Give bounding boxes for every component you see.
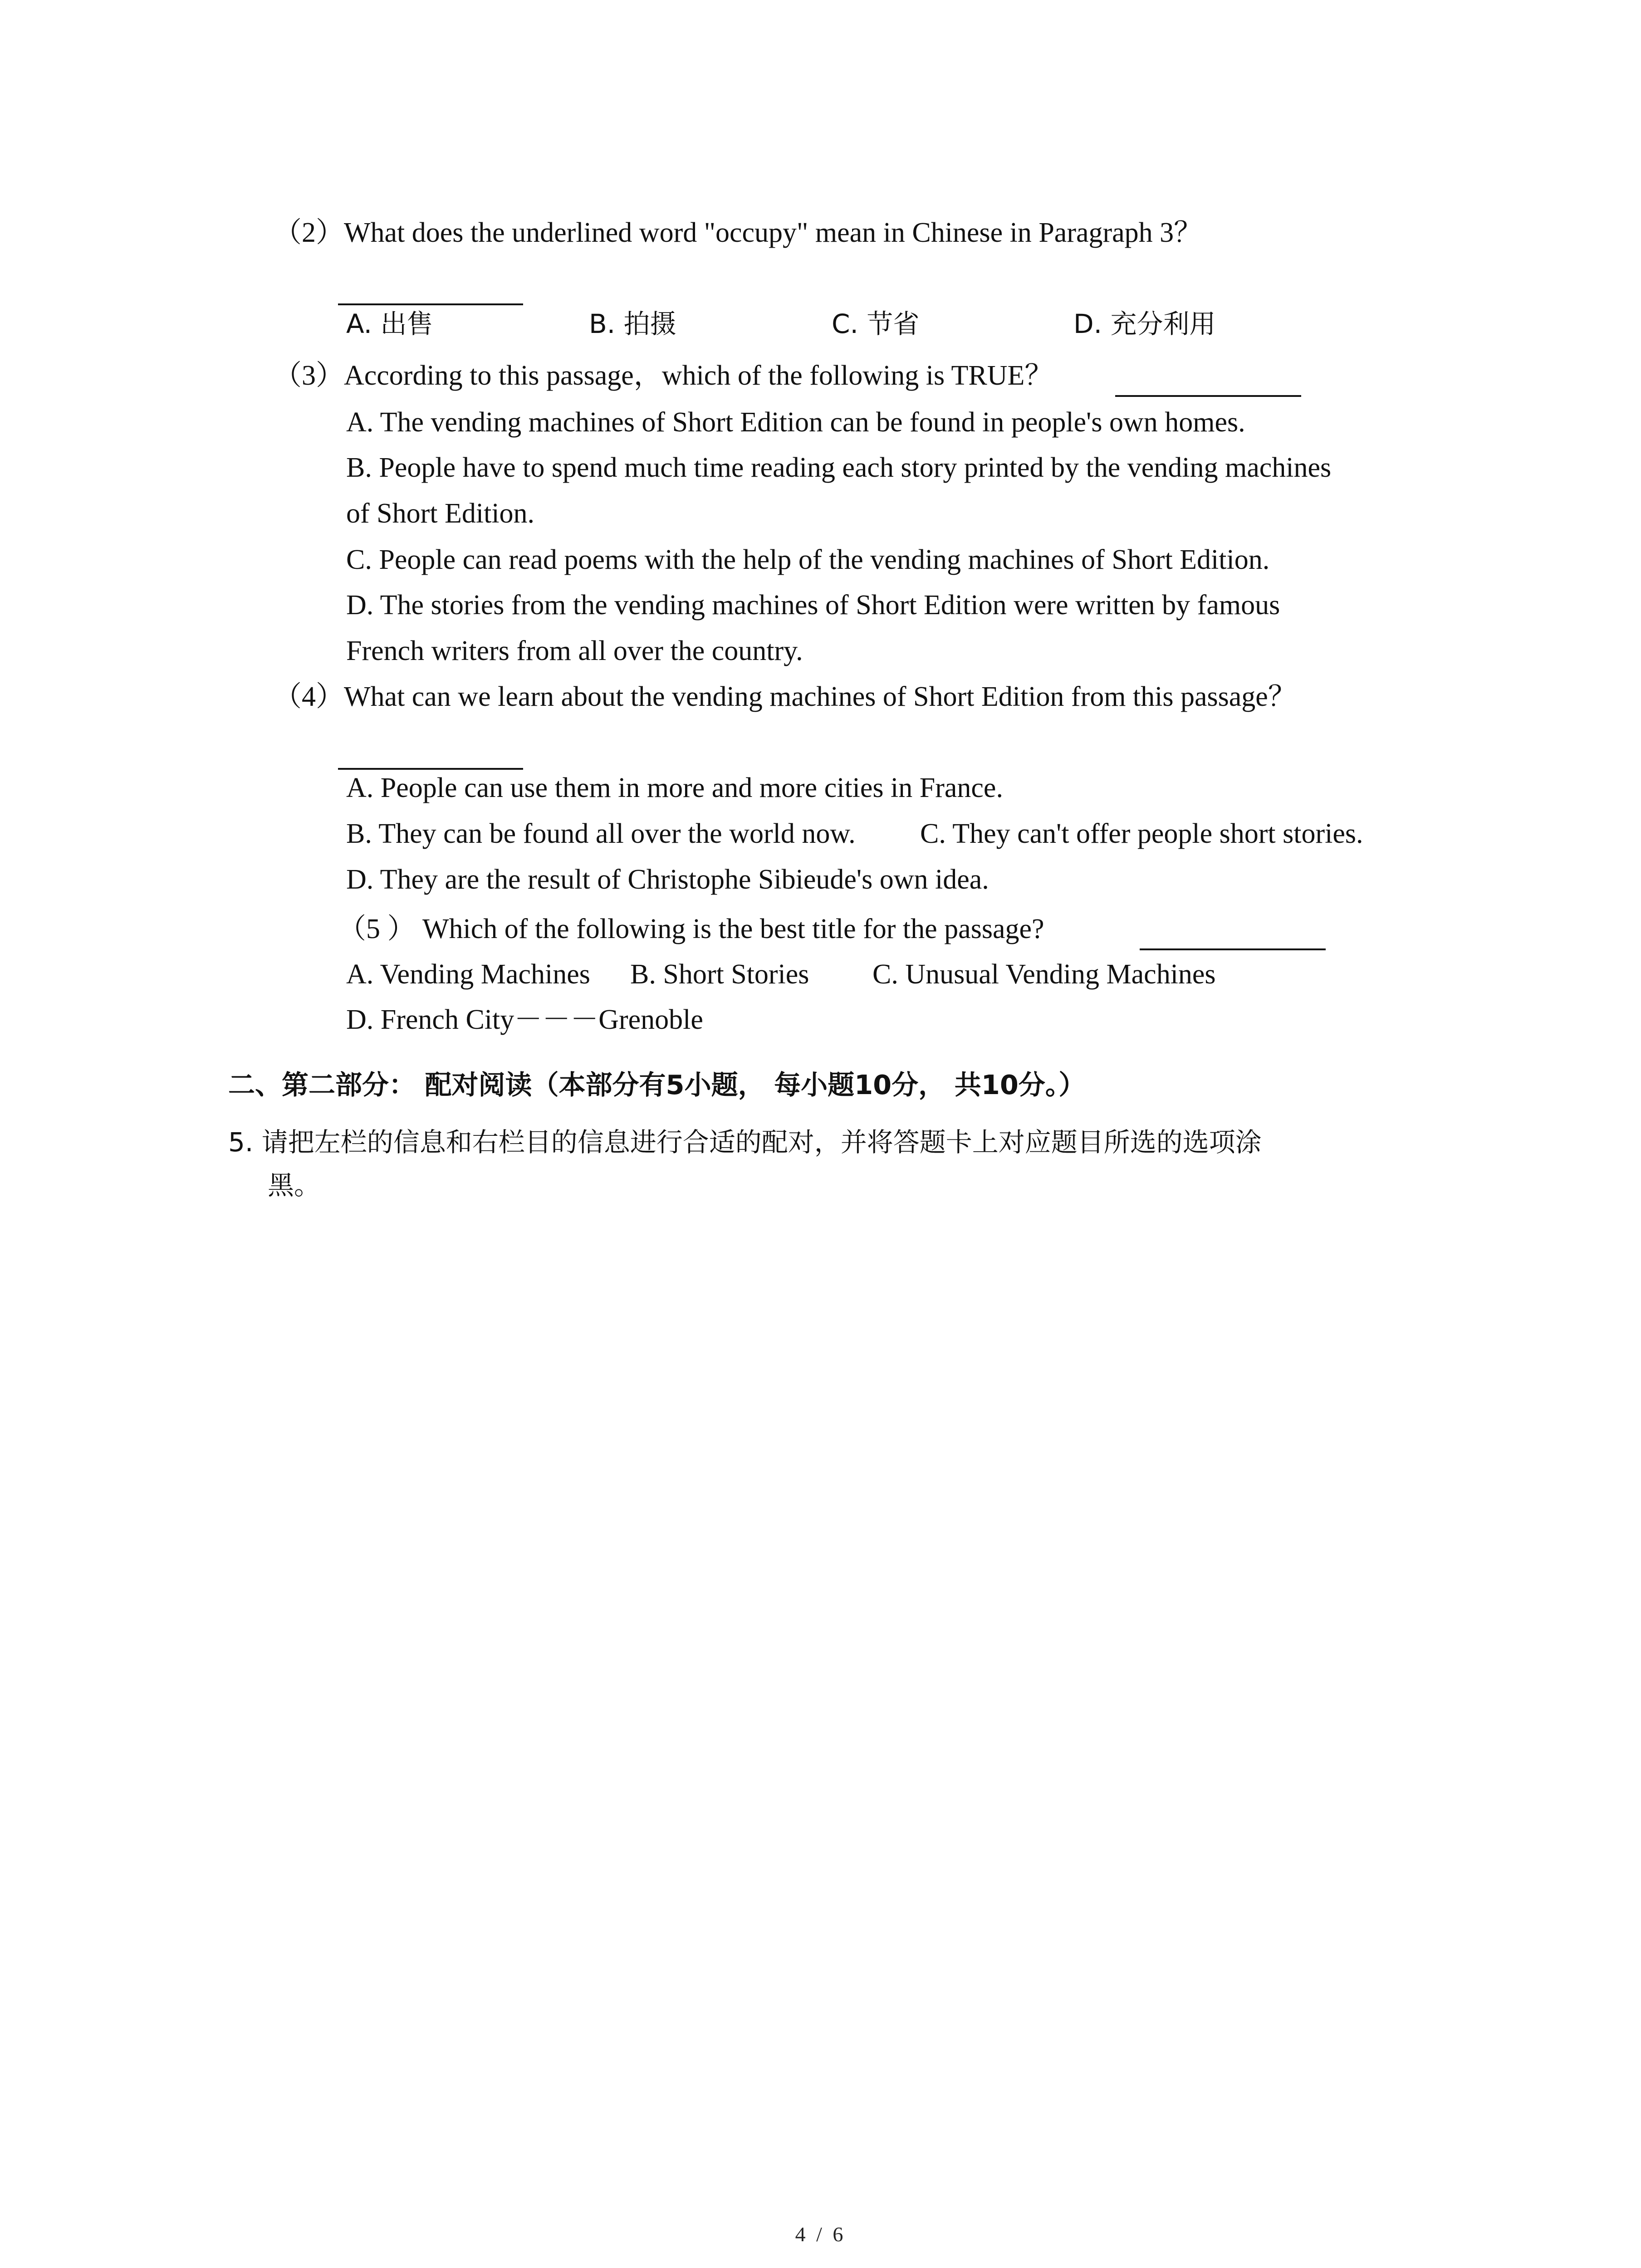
q4-answer-blank[interactable] (338, 768, 523, 770)
q2-option-c: C. 节省 (832, 308, 920, 339)
q3-answer-blank[interactable] (1115, 395, 1301, 397)
q5-option-a: A. Vending Machines (346, 959, 590, 990)
q5-answer-blank[interactable] (1140, 948, 1326, 950)
page-number: 4 / 6 (795, 2223, 846, 2246)
q2-option-a: A. 出售 (346, 308, 433, 339)
q3-stem: （3）According to this passage，which of the following is TRUE？ (274, 360, 1053, 391)
q4-option-d: D. They are the result of Christophe Sibieude's own idea. (346, 864, 989, 895)
q3-option-d-line1: D. The stories from the vending machines of Short Edition were written by famous (346, 590, 1280, 621)
section2-instruction-line2: 黑。 (268, 1170, 321, 1201)
q4-option-c: C. They can't offer people short stories. (920, 818, 1363, 849)
q5-option-c: C. Unusual Vending Machines (872, 959, 1216, 990)
q5-stem: （5 ） Which of the following is the best title for the passage? (338, 914, 1044, 944)
q5-option-b: B. Short Stories (630, 959, 809, 990)
q2-answer-blank[interactable] (338, 303, 523, 305)
q3-option-d-line2: French writers from all over the country. (346, 635, 803, 666)
q4-stem: （4）What can we learn about the vending machines of Short Edition from this passage？ (274, 681, 1296, 712)
q5-option-d: D. French City－－－Grenoble (346, 1004, 703, 1035)
q2-option-b: B. 拍摄 (589, 308, 676, 339)
section2-instruction-line1: 5. 请把左栏的信息和右栏目的信息进行合适的配对，并将答题卡上对应题目所选的选项涂 (228, 1127, 1262, 1158)
q4-option-a: A. People can use them in more and more cities in France. (346, 772, 1003, 803)
q3-option-a: A. The vending machines of Short Edition can be found in people's own homes. (346, 407, 1245, 438)
q2-stem: （2）What does the underlined word "occupy" mean in Chinese in Paragraph 3？ (274, 217, 1202, 248)
q3-option-b-line2: of Short Edition. (346, 498, 535, 529)
section2-heading: 二、第二部分： 配对阅读（本部分有5小题， 每小题10分， 共10分。） (228, 1069, 1086, 1100)
q4-option-b: B. They can be found all over the world now. (346, 818, 856, 849)
q3-option-b-line1: B. People have to spend much time reading each story printed by the vending machines (346, 452, 1332, 483)
q2-option-d: D. 充分利用 (1073, 308, 1216, 339)
q3-option-c: C. People can read poems with the help of the vending machines of Short Edition. (346, 544, 1270, 575)
